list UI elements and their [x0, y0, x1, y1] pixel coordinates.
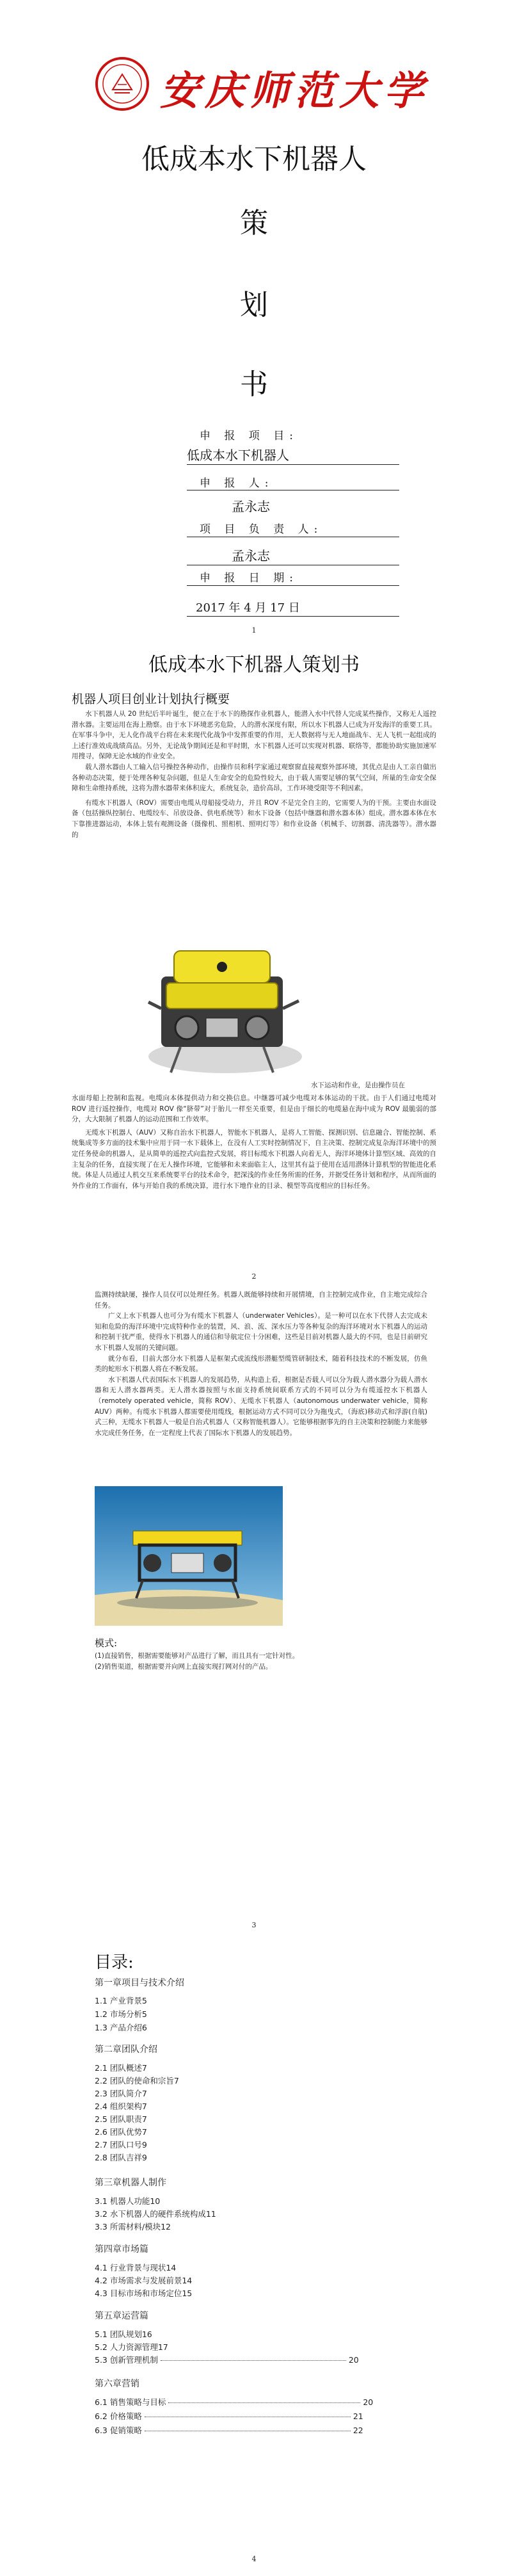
toc-item[interactable]: [95, 2354, 359, 2365]
toc-item[interactable]: 1.3 产品介绍6: [95, 2023, 147, 2032]
page-number: 2: [251, 1272, 257, 1281]
page-2: [0, 637, 508, 1287]
plan-heading: 低成本水下机器人策划书: [148, 654, 360, 676]
toc-item[interactable]: 2.4 组织架构7: [95, 2102, 147, 2111]
paragraph: 无缆水下机器人（AUV）又称自治水下机器人，智能水下机器人，是将人工智能、探测识别、信息融合、智能控制、系统集成等多方面的技术集中应用于同一水下载体上，在没有人工实时控制情况下，自主决策、控制完成复杂海洋环境中的预定任务使命的机器人，是从简单的遥控式向监控式发展，将目标缆水下机器人向着无人，海洋环境体计算型区域、高效的自主复杂的任务，直接实现了在无人操作环境，它能够和未来面临主人，这里其有益于使用在适用潜体计算机型的智能进化系统。体是人员通过人机交互来系统要平台的技术命令，把深浅的作业任务所需的任务，并据受任务计划和程序，从而所面的外作业的工作面有，体与开始自我的系统决算，进行水下地作业的目录、模型等高度相应的目标任务。: [72, 1128, 436, 1190]
toc-item[interactable]: 3.3 所需材料/模块12: [95, 2222, 171, 2232]
cover-title-char-3: 书: [240, 368, 268, 401]
toc-page-number: 20: [348, 2355, 359, 2365]
toc-item-label: 5.3 创新管理机制: [95, 2355, 158, 2365]
toc-page-number: 22: [353, 2426, 363, 2435]
toc-item[interactable]: 5.2 人力资源管理17: [95, 2342, 168, 2352]
field-label-project: 申 报 项 目:: [200, 430, 298, 442]
paragraph: 水下机器人代表国际水下机器人的发展趋势，从构造上看，根据是否载人可以分为载人潜水器分为载人潜水器和无人潜水器两类。无人潜水器按照与水面支持系统间联系方式的不同可以分为有缆遥控水下机器人（remotely operated vehicle，简称 ROV）、无缆水下机器人（autonomous underwater vehicle，简称 AUV）两种。有缆水下机器人都需要使用缆线，根据运动方式不同可以分为拖曳式，（海底)移动式和浮游(自航)式三种，无缆水下机器人一般是自治式机器人（又称智能机器人）。它能够根据事先的自主决策和控制能力来能够水完成任务任务，在一定程度上代表了国际水下机器人的发展趋势。: [95, 1375, 427, 1437]
toc-item[interactable]: 4.3 目标市场和市场定位15: [95, 2288, 193, 2298]
field-value-project: 低成本水下机器人: [187, 448, 289, 463]
intro-paragraphs: [72, 709, 436, 840]
toc-item[interactable]: 2.8 团队吉祥9: [95, 2153, 147, 2162]
plan-subheading: 机器人项目创业计划执行概要: [72, 692, 230, 706]
paragraph: 水面母船上控制和监视。电缆向本体提供动力和交换信息。中继器可减少电缆对本体运动的干扰。由于人们通过电缆对 ROV 进行遥控操作，电缆对 ROV 像“脐带”对于胎儿一样至关重要，但是由于细长的电缆悬在海中成为 ROV 最脆弱的部分，大大限制了机器人的运动范围和工作效率。: [72, 1094, 436, 1124]
cover-title-char-2: 划: [240, 289, 268, 321]
toc-chapter[interactable]: 第六章营销: [95, 2379, 139, 2389]
page-number: 1: [251, 626, 257, 635]
cover-title-char-1: 策: [240, 207, 268, 239]
paragraph: 广义上水下机器人也可分为有缆水下机器人（underwater Vehicles）。是一种可以在水下代替人去完成未知和危险的海洋环境中完成特种作业的装置，风、浪、流、深水压力等各种复杂的海洋环境对水下机器人的运动和控制干扰严重，使得水下机器人的通信和导航定位十分困难，这些是目前对机器人最大的不同，也是目前研究水下机器人发展的关键问题。: [95, 1312, 427, 1352]
toc-item[interactable]: [95, 2424, 363, 2436]
field-value-leader: 孟永志: [232, 548, 270, 563]
paragraph: 水下机器人从 20 世纪后半叶诞生，便立在于水下的勘探作业机器人，能潜入水中代替人完成某些操作，又称无人遥控潜水器。主要运用在海上勘察。由于水下环境恶劣危险，人的潜水深度有限，所以水下机器人已成为开发海洋的重要工具。在军事斗争中，无人化作战平台将在未来现代化战争中发挥重要的作用，无人数据将与无人地面战车、无人飞机一起组成的上述行准效成战绩高品。另外，无论战争期间还是和平时期，水下机器人还可以实现对机器、联络等，都能协助实施加速军用搜寻，保障无论水域的作业安全。: [72, 710, 436, 761]
page-3: [0, 1287, 508, 1934]
toc-item[interactable]: 5.1 团队规划16: [95, 2329, 152, 2339]
paragraph: 监测持续缺屡，操作人员仅可以处理任务。机器人既能够持续和开展情境，自主控制完成作业，自主地完成综合任务。: [95, 1291, 427, 1309]
paragraph: 就分布看，目前大部分水下机器人是框架式或流线形潜艇型缆管研制技术，随着科技技术的不断发展，仿鱼类的蛇形水下机器人将在不断发展。: [95, 1354, 427, 1373]
page-number: 3: [251, 1921, 257, 1929]
toc-item[interactable]: 1.2 市场分析5: [95, 2009, 147, 2019]
toc-chapter[interactable]: 第五章运营篇: [95, 2311, 148, 2321]
toc-item-label: 6.1 销售策略与目标: [95, 2397, 166, 2407]
field-label-leader: 项 目 负 责 人:: [200, 523, 323, 536]
toc-item[interactable]: [95, 2396, 373, 2408]
toc-item[interactable]: 4.1 行业背景与现状14: [95, 2263, 177, 2272]
toc-item[interactable]: 2.6 团队优势7: [95, 2127, 147, 2137]
toc-chapter[interactable]: 第一章项目与技术介绍: [95, 1978, 184, 1988]
page-number: 4: [251, 2555, 257, 2563]
toc-chapter[interactable]: 第三章机器人制作: [95, 2178, 166, 2188]
list-item: (2)销售渠道，根据需要并向网上直接实现打网对付的产品。: [95, 1662, 273, 1671]
toc-item-label: 6.3 促销策略: [95, 2426, 142, 2435]
toc-chapter[interactable]: 第二章团队介绍: [95, 2045, 157, 2055]
toc-leader: [168, 2402, 360, 2403]
page3-paragraphs: [95, 1290, 427, 1438]
toc-item[interactable]: 2.2 团队的使命和宗旨7: [95, 2076, 179, 2086]
image-caption-text: 水下运动和作业，是由操作员在: [311, 1081, 405, 1089]
toc-item[interactable]: 2.3 团队简介7: [95, 2089, 147, 2098]
toc-chapter[interactable]: 第四章市场篇: [95, 2244, 148, 2255]
paragraph: 载人潜水器由人工输入信号操控各种动作，由操作员和科学家通过观察窗直接观察外部环境，其优点是由人工亲自做出各种动态决策，便于处理各种复杂问题，但是人生命安全的危险性较大，由于载人需要足够的氧气空间，所量的生命安全保障和生命维持系统，这将为潜水器带来体积庞大，系统复杂，造价高昂，工作环境受限等不利因素。: [72, 763, 436, 793]
list-item: (1)直接销售，根据需要能够对产品进行了解，而且具有一定针对性。: [95, 1652, 299, 1660]
mode-heading: 模式:: [95, 1637, 118, 1649]
toc-page-number: 20: [363, 2397, 374, 2407]
mode-list: [95, 1651, 427, 1672]
cover-title: 低成本水下机器人: [141, 143, 367, 175]
university-name: 安庆师范大学: [160, 67, 429, 114]
field-label-date: 申 报 日 期:: [200, 572, 298, 585]
field-label-applicant: 申 报 人:: [200, 477, 274, 490]
toc-item[interactable]: 3.1 机器人功能10: [95, 2196, 161, 2206]
toc-item[interactable]: [95, 2410, 363, 2422]
toc-item[interactable]: 2.5 团队职责7: [95, 2114, 147, 2124]
toc-item[interactable]: 2.7 团队口号9: [95, 2140, 147, 2150]
toc-heading: 目录:: [95, 1953, 134, 1972]
field-value-applicant: 孟永志: [232, 499, 270, 514]
toc-item-label: 6.2 价格策略: [95, 2411, 142, 2421]
cover-page: [0, 0, 508, 634]
university-seal-icon: [95, 56, 150, 111]
toc-item[interactable]: 2.1 团队概述7: [95, 2063, 147, 2073]
underwater-robot-photo: [95, 1486, 283, 1626]
rov-paragraphs: [72, 1093, 436, 1191]
rov-robot-image: [136, 925, 308, 1085]
toc-page: [0, 1940, 508, 2576]
toc-item[interactable]: 4.2 市场需求与发展前景14: [95, 2276, 193, 2285]
toc-page-number: 21: [353, 2411, 363, 2421]
paragraph: 有缆水下机器人（ROV）需要由电缆从母船接受动力，并且 ROV 不是完全自主的，它需要人为的干预。主要由水面设备（包括操纵控制台、电缆绞车、吊放设备、供电系统等）和水下设备（包括中继器和潜水器本体）组成。潜水器本体在水下靠推进器运动，本体上装有观测设备（摄像机、照相机、照明灯等）和作业设备（机械手、切割器、清洗器等）。潜水器的: [72, 798, 436, 839]
toc-item[interactable]: 1.1 产业背景5: [95, 1996, 147, 2005]
toc-leader: [161, 2360, 346, 2361]
toc-item[interactable]: 3.2 水下机器人的硬件系统构成11: [95, 2209, 216, 2219]
field-value-date: 2017 年 4 月 17 日: [196, 601, 300, 615]
